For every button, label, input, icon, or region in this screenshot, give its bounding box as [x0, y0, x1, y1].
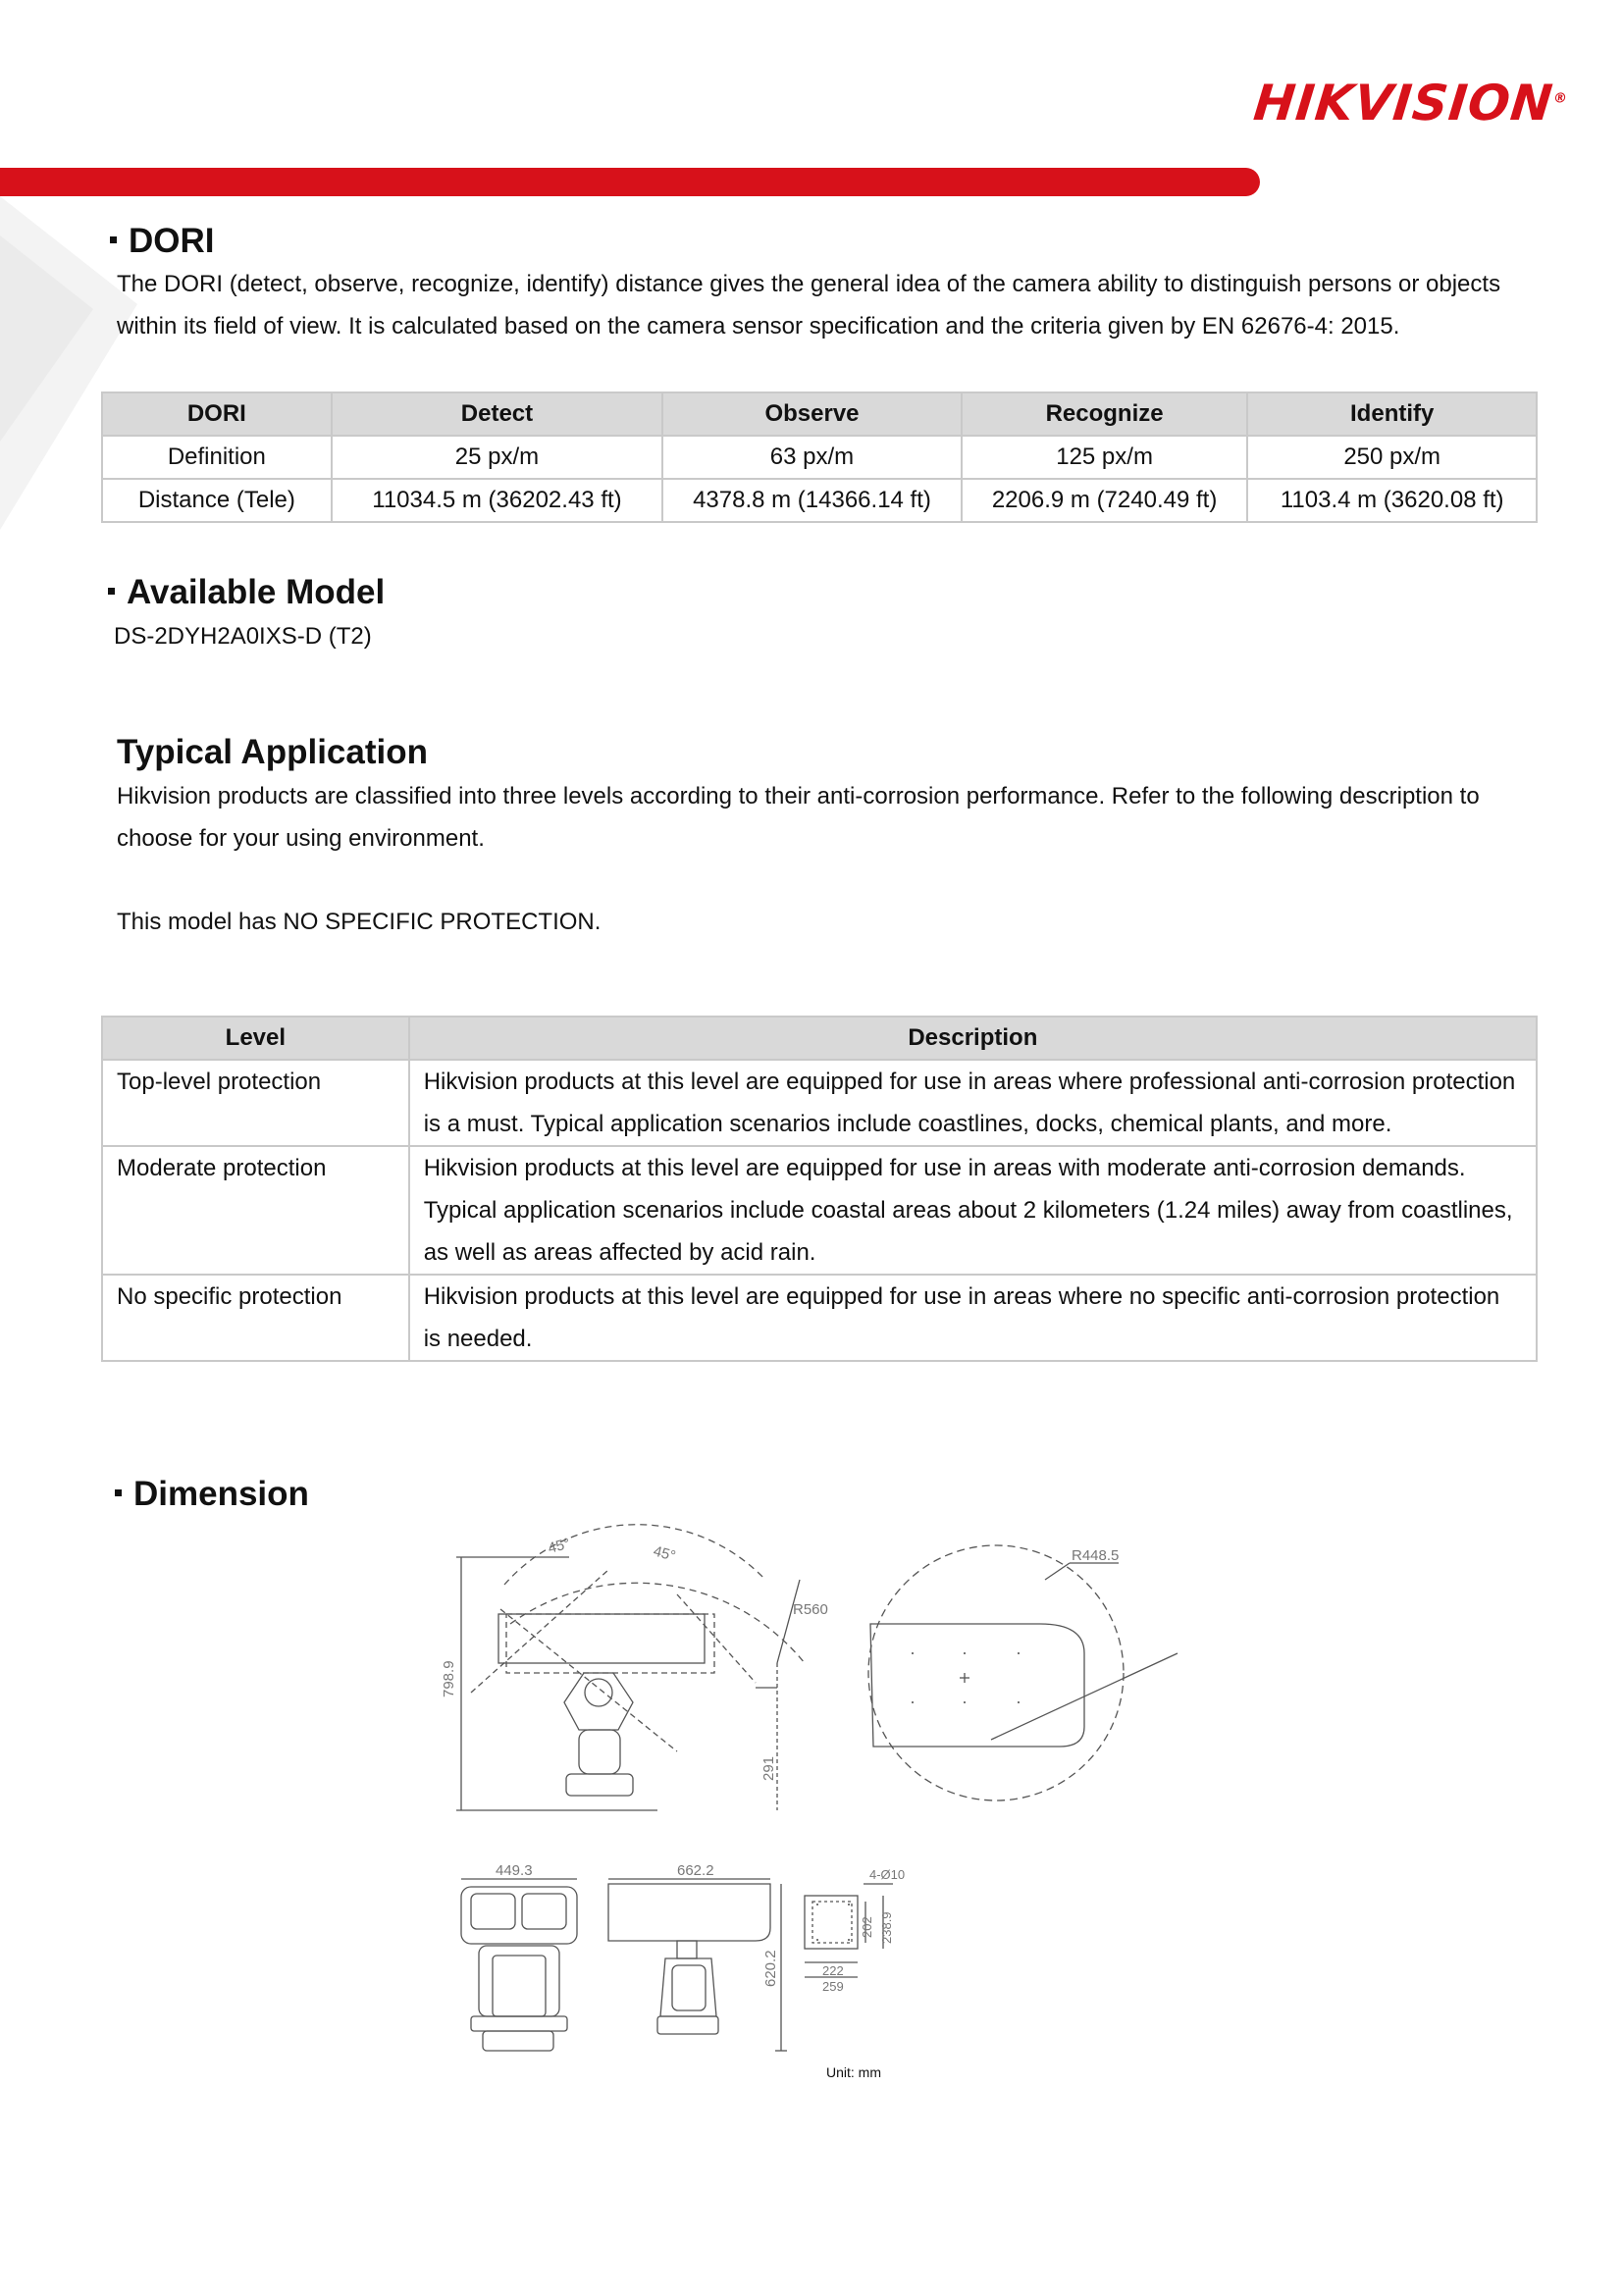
dim-label: 222: [822, 1963, 844, 1978]
dori-heading: DORI: [110, 222, 215, 261]
top-view: [868, 1545, 1178, 1800]
description-cell: Hikvision products at this level are equipped for use in areas with moderate anti-corrosion demands. Typical application scenarios include coastal areas about 2 kilometers (1.24 miles) away from coastlines, as well as areas affected by acid rain.: [409, 1146, 1537, 1275]
table-row: [102, 1275, 1537, 1361]
table-cell: 125 px/m: [962, 436, 1248, 479]
dori-col-detect: Detect: [332, 392, 663, 436]
tilt-range-view: [456, 1525, 805, 1810]
table-row: [102, 479, 1537, 522]
col-description: Description: [409, 1017, 1537, 1060]
unit-label: Unit: mm: [826, 2064, 881, 2080]
table-cell: 25 px/m: [332, 436, 663, 479]
dim-label: 45°: [651, 1542, 678, 1565]
dori-col-recognize: Recognize: [962, 392, 1248, 436]
header-red-bar: [0, 168, 1260, 196]
col-level: Level: [102, 1017, 409, 1060]
table-cell: 2206.9 m (7240.49 ft): [962, 479, 1248, 522]
dimension-drawing: [432, 1516, 1217, 2144]
level-cell: No specific protection: [102, 1275, 409, 1361]
level-cell: Moderate protection: [102, 1146, 409, 1275]
dori-col-dori: DORI: [102, 392, 332, 436]
dim-label: 662.2: [677, 1862, 714, 1879]
dim-label: R560: [793, 1601, 828, 1618]
dim-label: 202: [860, 1916, 874, 1938]
description-cell: Hikvision products at this level are equipped for use in areas where professional anti-corrosion protection is a must. Typical application scenarios include coastlines, docks, chemical plants, and more.: [409, 1060, 1537, 1146]
protection-level-table: [101, 1016, 1538, 1362]
dim-label: 449.3: [496, 1862, 533, 1879]
table-cell: 11034.5 m (36202.43 ft): [332, 479, 663, 522]
hikvision-logo: HIKVISION®: [1250, 75, 1569, 131]
dori-col-identify: Identify: [1247, 392, 1537, 436]
dori-table: [101, 391, 1538, 523]
dim-label: 45°: [546, 1535, 572, 1557]
table-cell: 4378.8 m (14366.14 ft): [662, 479, 962, 522]
application-intro: Hikvision products are classified into three levels according to their anti-corrosion performance. Refer to the following description to choose for your using environment.: [117, 783, 1480, 852]
table-cell: 1103.4 m (3620.08 ft): [1247, 479, 1537, 522]
dim-label: 291: [760, 1755, 777, 1781]
table-cell: 63 px/m: [662, 436, 962, 479]
description-cell: Hikvision products at this level are equipped for use in areas where no specific anti-corrosion protection is needed.: [409, 1275, 1537, 1361]
dim-label: 4-Ø10: [869, 1867, 906, 1882]
dori-col-observe: Observe: [662, 392, 962, 436]
available-model-heading: Available Model: [108, 573, 385, 612]
dimension-heading: Dimension: [115, 1475, 309, 1514]
level-cell: Top-level protection: [102, 1060, 409, 1146]
dim-label: 798.9: [441, 1660, 457, 1697]
table-cell: Distance (Tele): [102, 479, 332, 522]
table-row: [102, 436, 1537, 479]
dim-label: R448.5: [1072, 1547, 1120, 1564]
table-row: [102, 1146, 1537, 1275]
dori-intro: The DORI (detect, observe, recognize, identify) distance gives the general idea of the camera ability to distinguish persons or objects within its field of view. It is calculated based on the camera sensor specification and the criteria given by EN 62676-4: 2015.: [117, 271, 1501, 339]
side-view: [608, 1879, 787, 2051]
dim-label: 238.9: [879, 1911, 894, 1944]
typical-application-heading: Typical Application: [117, 733, 428, 771]
dori-table-header: [102, 392, 1537, 436]
model-name: DS-2DYH2A0IXS-D (T2): [114, 623, 372, 650]
application-note: This model has NO SPECIFIC PROTECTION.: [117, 909, 602, 935]
front-view: [461, 1879, 577, 2051]
table-cell: 250 px/m: [1247, 436, 1537, 479]
table-row: [102, 1060, 1537, 1146]
dim-label: 259: [822, 1979, 844, 1994]
protection-table-header: [102, 1017, 1537, 1060]
table-cell: Definition: [102, 436, 332, 479]
dim-label: 620.2: [762, 1950, 779, 1987]
